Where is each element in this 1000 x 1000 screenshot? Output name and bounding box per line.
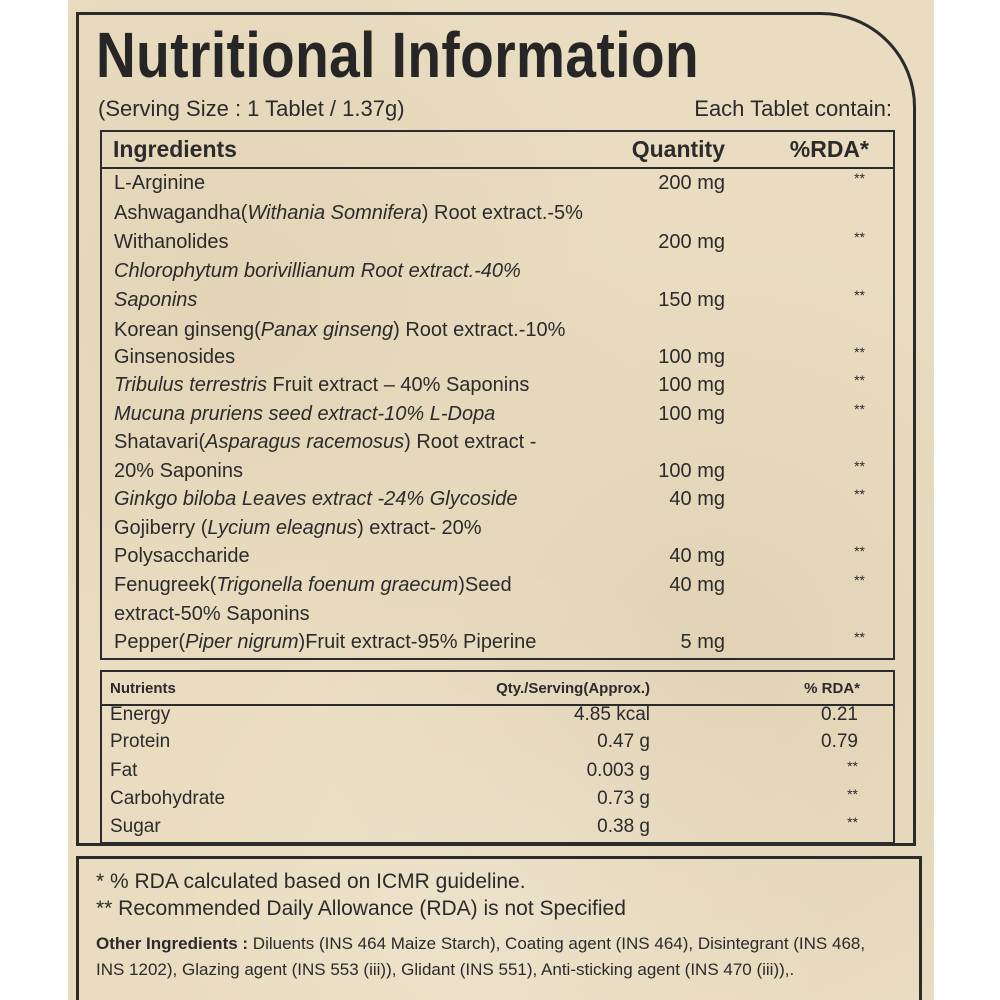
ingredient-row (102, 229, 893, 257)
ingredient-row (102, 287, 893, 315)
nutrient-rda-header: % RDA* (804, 680, 860, 697)
nutrient-row (102, 731, 893, 758)
ingredient-name-text: Fenugreek( (114, 574, 217, 596)
ingredient-row (102, 200, 893, 228)
nutrient-rda: 0.79 (821, 731, 858, 752)
nutrient-quantity: 0.003 g (586, 760, 650, 781)
ingredient-name (114, 488, 518, 511)
header-divider (102, 167, 893, 169)
ingredient-name-text: Withanolides (114, 231, 229, 253)
nutrient-row (102, 816, 893, 843)
quantity-header: Quantity (631, 136, 725, 162)
page-title: Nutritional Information (96, 19, 700, 91)
nutrient-name: Fat (110, 760, 138, 781)
ingredient-row (102, 543, 893, 571)
ingredient-row (102, 629, 893, 657)
ingredient-name-italic: Ginkgo biloba Leaves extract -24% Glycoside (114, 488, 518, 510)
ingredient-name (114, 517, 482, 540)
ingredient-row (102, 258, 893, 286)
serving-size: (Serving Size : 1 Tablet / 1.37g) (98, 96, 405, 121)
rda-note: * % RDA calculated based on ICMR guideline. (96, 870, 526, 893)
ingredient-rda: ** (854, 229, 865, 245)
ingredient-name (114, 202, 583, 225)
ingredient-row (102, 170, 893, 198)
ingredient-name-text: 20% Saponins (114, 460, 243, 482)
ingredient-name (114, 574, 512, 597)
ingredient-name (114, 319, 565, 342)
ingredient-quantity: 100 mg (658, 374, 725, 396)
ingredient-row (102, 601, 893, 629)
rda-header: %RDA* (789, 136, 869, 162)
ingredient-name-italic: Withania Somnifera (247, 202, 422, 224)
ingredients-header: Ingredients (113, 136, 237, 162)
ingredient-name-italic: Asparagus racemosus (205, 431, 405, 453)
ingredient-name-text: Ginsenosides (114, 346, 236, 368)
ingredient-rda: ** (854, 170, 865, 186)
ingredient-name-italic: Trigonella foenum graecum (216, 574, 459, 596)
ingredient-rda: ** (854, 372, 865, 388)
nutrients-table (100, 670, 895, 844)
ingredient-rda: ** (854, 543, 865, 559)
ingredient-rda: ** (854, 629, 865, 645)
nutrient-name: Protein (110, 731, 171, 752)
ingredient-row (102, 572, 893, 600)
ingredient-rda: ** (854, 401, 865, 417)
ingredient-name-text: )Seed (458, 574, 512, 596)
ingredient-name-text: extract-50% Saponins (114, 603, 310, 625)
ingredient-row (102, 486, 893, 514)
ingredient-row (102, 317, 893, 345)
other-ingredients-line-1 (96, 934, 865, 954)
nutrient-rda: 0.21 (821, 704, 858, 725)
ingredient-name-italic: Tribulus terrestris (114, 374, 267, 396)
ingredient-row (102, 458, 893, 486)
ingredient-quantity: 40 mg (669, 574, 725, 596)
ingredient-row (102, 401, 893, 429)
ingredient-name-text: Gojiberry ( (114, 517, 208, 539)
ingredients-table (100, 130, 895, 660)
ingredient-name-text: Polysaccharide (114, 545, 250, 567)
ingredient-rda: ** (854, 287, 865, 303)
ingredient-name-text: L-Arginine (114, 172, 206, 194)
ingredient-name-text: )Fruit extract-95% Piperine (298, 631, 537, 653)
ingredient-name (114, 260, 521, 283)
each-tablet-caption: Each Tablet contain: (694, 96, 892, 121)
ingredient-name-text: Pepper( (114, 631, 186, 653)
other-ingredients-text-1: Diluents (INS 464 Maize Starch), Coating agent (INS 464), Disintegrant (INS 468, (248, 934, 866, 953)
ingredient-name-text: Korean ginseng( (114, 319, 261, 341)
ingredient-name (114, 172, 205, 195)
ingredient-name-text: ) Root extract.-10% (393, 319, 566, 341)
ingredient-name-text: Ashwagandha( (114, 202, 248, 224)
ingredient-name (114, 545, 250, 568)
ingredient-name-text: ) extract- 20% (357, 517, 482, 539)
ingredient-quantity: 100 mg (658, 346, 725, 368)
ingredient-name-text: Shatavari( (114, 431, 206, 453)
ingredient-quantity: 100 mg (658, 403, 725, 425)
other-ingredients-line-2: INS 1202), Glazing agent (INS 553 (iii)), Glidant (INS 551), Anti-sticking agent (INS 470 (iii)),. (96, 960, 795, 979)
ingredient-quantity: 200 mg (658, 231, 725, 253)
ingredient-name-italic: Mucuna pruriens seed extract-10% L-Dopa (114, 403, 496, 425)
nutrient-row (102, 704, 893, 731)
nutrient-name: Carbohydrate (110, 788, 226, 809)
rda-not-specified-note: ** Recommended Daily Allowance (RDA) is not Specified (96, 897, 626, 920)
ingredient-name-text: ) Root extract.-5% (421, 202, 583, 224)
nutrient-name: Sugar (110, 816, 161, 837)
nutrients-header: Nutrients (110, 680, 176, 697)
ingredient-name (114, 289, 197, 312)
ingredient-quantity: 150 mg (658, 289, 725, 311)
nutrient-name: Energy (110, 704, 171, 725)
ingredient-rda: ** (854, 344, 865, 360)
ingredient-name-text: ) Root extract - (404, 431, 537, 453)
nutrient-quantity: 0.47 g (597, 731, 650, 752)
nutrient-row (102, 788, 893, 815)
ingredient-name (114, 431, 536, 454)
ingredient-name (114, 231, 229, 254)
nutrient-rda: ** (847, 814, 858, 830)
ingredient-name (114, 346, 235, 369)
ingredient-quantity: 100 mg (658, 460, 725, 482)
ingredient-quantity: 200 mg (658, 172, 725, 194)
ingredient-rda: ** (854, 458, 865, 474)
nutrient-rda: ** (847, 758, 858, 774)
ingredient-row (102, 344, 893, 372)
ingredient-name-italic: Piper nigrum (185, 631, 299, 653)
ingredient-rda: ** (854, 572, 865, 588)
ingredient-quantity: 40 mg (669, 545, 725, 567)
ingredient-name (114, 603, 310, 626)
ingredient-row (102, 515, 893, 543)
ingredient-name (114, 403, 495, 426)
ingredient-row (102, 372, 893, 400)
ingredient-name-text: Fruit extract – 40% Saponins (267, 374, 530, 396)
ingredient-row (102, 429, 893, 457)
ingredient-rda: ** (854, 486, 865, 502)
ingredient-quantity: 5 mg (680, 631, 725, 653)
nutrient-quantity: 0.38 g (597, 816, 650, 837)
ingredient-name-italic: Panax ginseng (260, 319, 394, 341)
ingredient-name (114, 374, 529, 397)
nutrient-rda: ** (847, 786, 858, 802)
nutrient-quantity: 4.85 kcal (573, 704, 650, 725)
other-ingredients-label: Other Ingredients : (96, 934, 249, 953)
ingredient-name (114, 460, 243, 483)
nutrient-row (102, 760, 893, 787)
ingredient-quantity: 40 mg (669, 488, 725, 510)
ingredient-name-italic: Chlorophytum borivillianum Root extract.-40% (114, 260, 521, 282)
qty-serving-header: Qty./Serving(Approx.) (496, 680, 650, 697)
ingredient-name-italic: Lycium eleagnus (207, 517, 358, 539)
ingredient-name-italic: Saponins (114, 289, 198, 311)
nutrient-quantity: 0.73 g (597, 788, 650, 809)
ingredient-name (114, 631, 536, 654)
